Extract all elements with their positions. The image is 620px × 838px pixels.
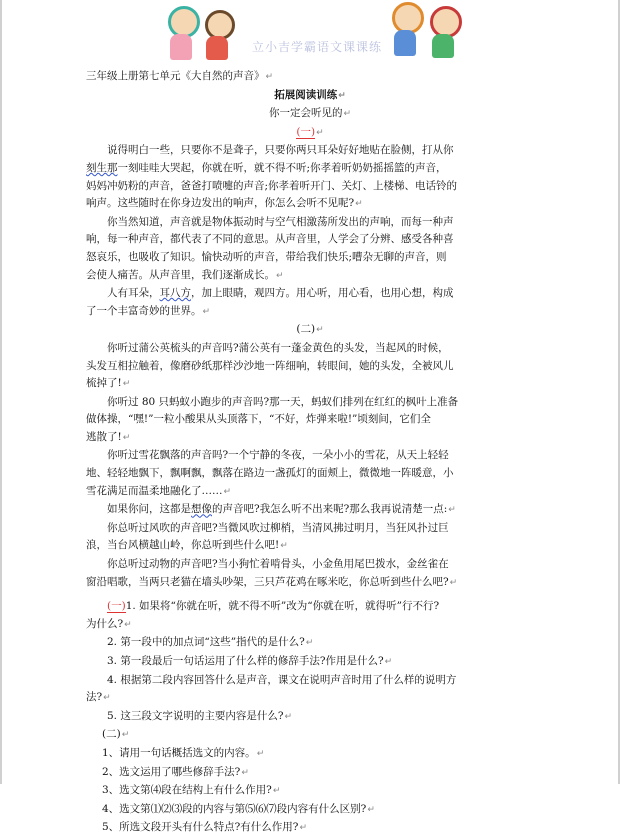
s2p1-line: 你听过蒲公英梳头的声音吗?蒲公英有一蓬金黄色的头发，当起风的时候， [107, 341, 449, 354]
s2p1-line: 梳掉了!↵ [86, 377, 131, 390]
document-body [86, 68, 534, 838]
cartoon-boy-icon [200, 10, 234, 64]
s1p1-line: 说得明白一些，只要你不是聋子，只要你两只耳朵好好地贴在脸侧，打从你 [107, 144, 454, 157]
s1p1-line: 妈妈冲奶粉的声音，爸爸打喷嚏的声音;你孝着听开门、关灯、上楼梯、电话铃的 [86, 179, 458, 192]
part2-question-3: 3、选文第⑷段在结构上有什么作用?↵ [102, 784, 281, 797]
s2p1-line: 头发互相拉触着，像磨砂纸那样沙沙地一阵细响，转眼间，她的头发，全被风儿 [86, 359, 454, 372]
s1p2-line: 怒哀乐，也吸收了知识。愉快动听的声音，带给我们快乐;嘈杂无聊的声音，则 [86, 250, 447, 263]
cartoon-girl-icon [164, 6, 198, 64]
s2p5-line: 浪，当台风横越山岭，你总听到些什么吧!↵ [86, 539, 288, 552]
question-1: (一)1. 如果将“你就在听，就不得不听”改为“你就在听，就得听”行不行? [107, 600, 440, 613]
cartoon-kid-icon [388, 2, 422, 60]
part2-question-2: 2、选文运用了哪些修辞手法?↵ [102, 765, 249, 778]
s1p3-line: 人有耳朵，耳八方，加上眼睛，观四方。用心听，用心看，也用心想，构成 [107, 287, 454, 300]
section1-label: (一)↵ [296, 125, 324, 138]
header-line: 三年级上册第七单元《大自然的声音》↵ [86, 70, 274, 82]
s1p1-line: 刻生那一刻哇哇大哭起，你就在听，就不得不听;你孝着听奶奶摇摇篮的声音， [86, 161, 447, 174]
watermark: 立小吉学霸语文课课练 [252, 40, 383, 54]
s2p6-line: 窗沿唱歌，当两只老猫在墙头吵架，三只芦花鸡在啄米吃，你总听到些什么吧?↵ [86, 575, 458, 588]
part2-question-5: 5、所选文段开头有什么特点?有什么作用?↵ [102, 821, 307, 834]
s1p2-line: 会使人痛苦。从声音里，我们逐渐成长。↵ [86, 268, 284, 281]
question-2: 2. 第一段中的加点词“这些”指代的是什么?↵ [107, 636, 314, 649]
s1p2-line: 响，每一种声音，都代表了不同的意思。从声音里，人学会了分辨、感受各种喜 [86, 233, 454, 246]
s2p3-line: 雪花满足而温柔地融化了……↵ [86, 484, 232, 497]
cartoon-boy2-icon [426, 6, 460, 62]
doc-subtitle: 你一定会听见的↵ [268, 107, 352, 120]
part2-question-4: 4、选文第⑴⑵⑶段的内容与第⑸⑹⑺段内容有什么区别?↵ [102, 802, 375, 815]
question-3: 3. 第一段最后一句话运用了什么样的修辞手法?作用是什么?↵ [107, 655, 393, 667]
question-5: 5. 这三段文字说明的主要内容是什么?↵ [107, 709, 293, 722]
s2p6-line: 你总听过动物的声音吧?当小狗忙着啃骨头，小金鱼用尾巴拨水，金丝雀在 [107, 558, 449, 571]
question-1-cont: 为什么?↵ [86, 617, 132, 630]
s2p2-line: 你听过 80 只蚂蚁小跑步的声音吗?那一天，蚂蚁们排列在红红的枫叶上准备 [107, 395, 459, 408]
s2p2-line: 做体操，“嘿!”一粒小酸果从头顶落下，“不好，炸弹来啦!”顷刻间，它们全 [86, 413, 431, 426]
question-4: 4. 根据第二段内容回答什么是声音，课文在说明声音时用了什么样的说明方 [107, 673, 457, 686]
s2p2-line: 逃散了!↵ [86, 430, 131, 443]
part2-label: (二)↵ [102, 728, 130, 741]
s1p3-line: 了一个丰富奇妙的世界。↵ [86, 304, 211, 317]
page-left-edge [0, 0, 2, 784]
s2p4-line: 如果你问，这都是想像的声音吧?我怎么听不出来呢?那么我再说清楚一点:↵ [107, 503, 456, 516]
section2-label: (二)↵ [296, 323, 324, 336]
question-4-cont: 法?↵ [86, 691, 111, 704]
s1p2-line: 你当然知道，声音就是物体振动时与空气相激荡所发出的声响，而每一种声 [107, 215, 454, 228]
s2p3-line: 你听过雪花飘落的声音吗?一个宁静的冬夜，一朵小小的雪花，从天上轻轻 [107, 449, 449, 462]
s2p5-line: 你总听过风吹的声音吧?当微风吹过柳梢，当清风拂过明月，当狂风扑过巨 [107, 521, 449, 534]
s1p1-line: 响声。这些随时在你身边发出的响声，你怎么会听不见呢?↵ [86, 197, 363, 210]
s2p3-line: 地、轻轻地飘下，飘啊飘，飘落在路边一盏孤灯的面颊上，微微地一阵暖意，小 [86, 467, 454, 480]
doc-title: 拓展阅读训练↵ [274, 88, 346, 101]
part2-question-1: 1、请用一句话概括选文的内容。↵ [102, 746, 265, 759]
